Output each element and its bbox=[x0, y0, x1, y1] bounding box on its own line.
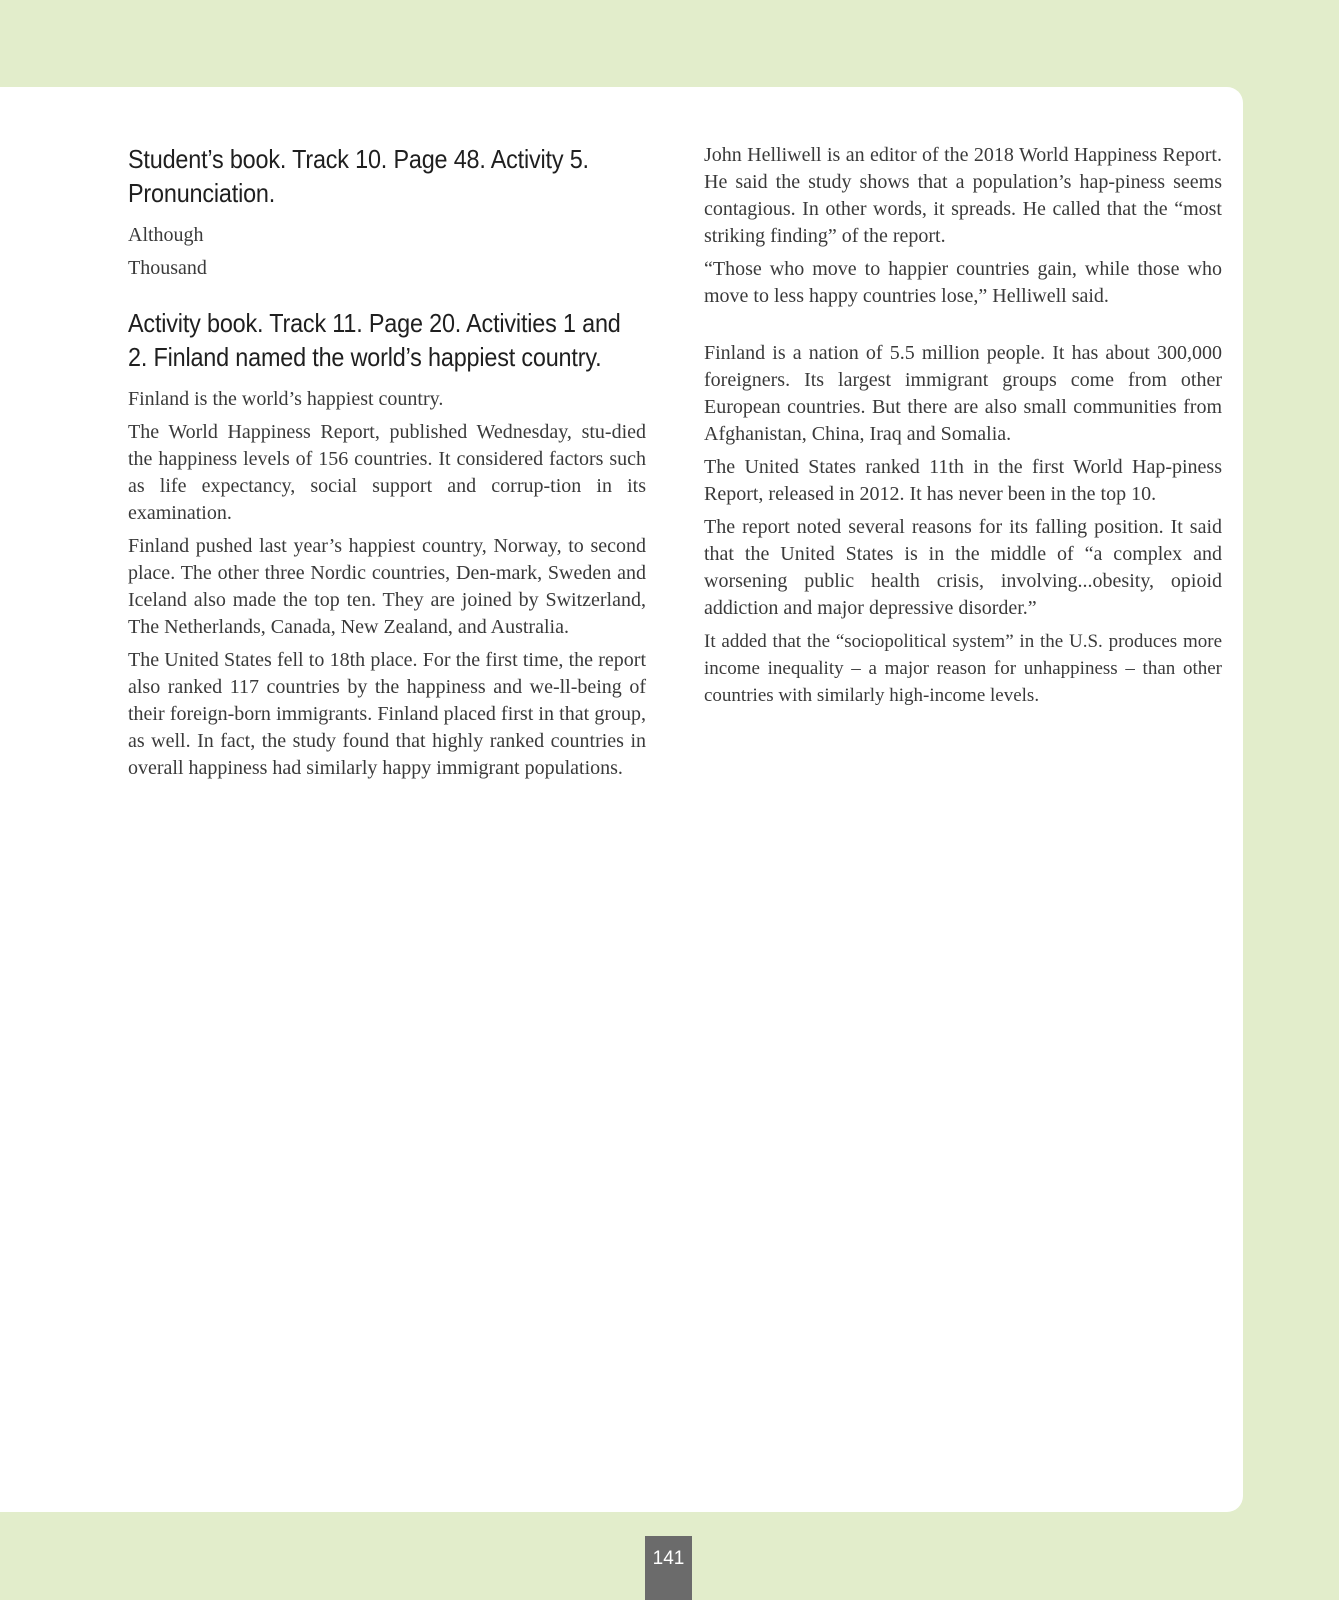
page-number: 141 bbox=[645, 1536, 692, 1600]
left-column bbox=[128, 142, 646, 788]
article-paragraph: The United States fell to 18th place. For the first time, the report also ranked 117 countries by the happiness and we-ll-being of their foreign-born immigrants. Finland placed first in that group, as well. In fact, the study found that highly ranked countries in overall happiness had similarly happy immigrant populations. bbox=[128, 649, 646, 779]
heading-activity-book-track: Activity book. Track 11. Page 20. Activities 1 and 2. Finland named the world’s happiest country. bbox=[128, 308, 621, 372]
article-paragraph: John Helliwell is an editor of the 2018 World Happiness Report. He said the study shows that a population’s hap-piness seems contagious. In other words, it spreads. He called that the “most striking finding” of the report. bbox=[704, 144, 1222, 247]
article-paragraph: It added that the “sociopolitical system” in the U.S. produces more income inequality – a major reason for unhappiness – than other countries with similarly high-income levels. bbox=[704, 631, 1222, 706]
article-paragraph: Finland is the world’s happiest country. bbox=[128, 388, 444, 410]
pronunciation-word: Thousand bbox=[128, 257, 207, 279]
heading-students-book-track: Student’s book. Track 10. Page 48. Activity 5. Pronunciation. bbox=[128, 144, 589, 208]
right-column bbox=[704, 142, 1222, 715]
article-paragraph: Finland pushed last year’s happiest country, Norway, to second place. The other three Nordic countries, Den-mark, Sweden and Iceland also made the top ten. They are joined by Switzerland, The Netherlands, Canada, New Zealand, and Australia. bbox=[128, 535, 646, 638]
article-paragraph: The World Happiness Report, published Wednesday, stu-died the happiness levels of 156 countries. It considered factors such as life expectancy, social support and corrup-tion in its examination. bbox=[128, 421, 646, 524]
article-paragraph: The United States ranked 11th in the first World Hap-piness Report, released in 2012. It has never been in the top 10. bbox=[704, 456, 1222, 505]
article-paragraph: The report noted several reasons for its falling position. It said that the United States is in the middle of “a complex and worsening public health crisis, involving...obesity, opioid addiction and major depressive disorder.” bbox=[704, 516, 1222, 619]
pronunciation-word: Although bbox=[128, 224, 204, 246]
article-paragraph: “Those who move to happier countries gain, while those who move to less happy countries lose,” Helliwell said. bbox=[704, 258, 1222, 307]
article-paragraph: Finland is a nation of 5.5 million people. It has about 300,000 foreigners. Its largest immigrant groups come from other European countries. But there are also small communities from Afghanistan, China, Iraq and Somalia. bbox=[704, 342, 1222, 445]
